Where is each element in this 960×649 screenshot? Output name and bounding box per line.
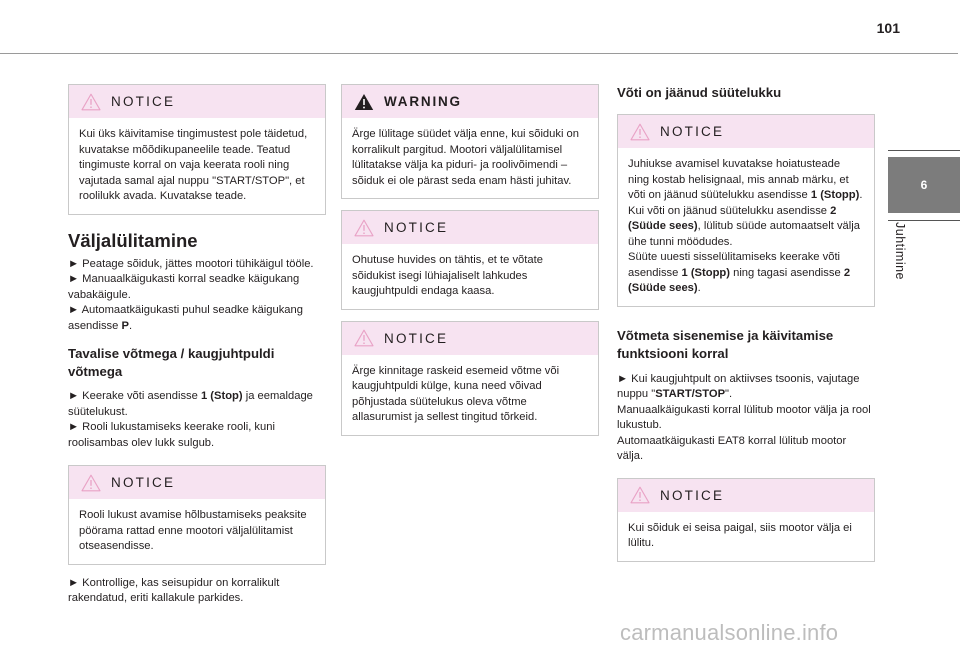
- caution-triangle-icon: [354, 219, 374, 237]
- chapter-label: Juhtimine: [893, 222, 907, 280]
- notice-body: Kui üks käivitamise tingimustest pole täidetud, kuvatakse mõõdikupaneelile teade. Teatud tingimuste korral on vaja keerata rooli ning vajutada samal ajal nuppu "START/STOP", et roolilukk avada. Kuvatakse teade.: [79, 128, 308, 202]
- notice-header: [618, 115, 874, 148]
- notice-box: [341, 210, 599, 310]
- notice-title: NOTICE: [660, 487, 725, 503]
- notice-title: NOTICE: [111, 475, 176, 490]
- notice-title: NOTICE: [111, 94, 176, 109]
- sub-step-1: ► Keerake võti asendisse 1 (Stop) ja eemaldage süütelukust.: [68, 390, 313, 418]
- notice-paragraph: Süüte uuesti sisselülitamiseks keerake võti asendisse 1 (Stopp) ning tagasi asendisse 2 (Süüde sees).: [628, 251, 851, 294]
- section-title: Väljalülitamine: [68, 229, 198, 251]
- caution-triangle-icon: [81, 474, 101, 492]
- side-tab-rule: [888, 150, 960, 151]
- column-2: [341, 84, 599, 436]
- warning-body: Ärge lülitage süüdet välja enne, kui sõiduki on korralikult pargitud. Mootori väljalülitamisel lülitatakse välja ka piduri- ja roolivõimendi – sõiduk ei ole pärast seda enam hästi juhitav.: [352, 128, 580, 187]
- notice-box: [617, 478, 875, 562]
- notice-paragraph: Kui võti on jäänud süütelukku asendisse 2 (Süüde sees), lülitub süüde automaatselt välja ühe tunni möödudes.: [628, 204, 860, 248]
- warning-header: [342, 85, 598, 118]
- column-1: [68, 84, 326, 607]
- final-step: ► Kontrollige, kas seisupidur on korralikult rakendatud, eriti kallakule parkides.: [68, 576, 280, 604]
- notice-title: NOTICE: [660, 124, 725, 139]
- notice-header: [69, 85, 325, 118]
- notice-box: [617, 114, 875, 307]
- header-divider: [0, 53, 958, 54]
- paragraph: Automaatkäigukasti EAT8 korral lülitub mootor välja.: [617, 434, 847, 462]
- notice-box: [68, 465, 326, 565]
- step-1: ► Peatage sõiduk, jättes mootori tühikäigul tööle.: [68, 257, 314, 270]
- step-2: ► Manuaalkäigukasti korral seadke käigukang vabakäigule.: [68, 273, 300, 301]
- page-number: 101: [876, 20, 900, 36]
- step-3: ► Automaatkäigukasti puhul seadke käigukang asendisse P.: [68, 304, 303, 332]
- warning-title: WARNING: [384, 94, 462, 109]
- notice-box: [341, 321, 599, 436]
- notice-header: [342, 322, 598, 355]
- subsection-title: Tavalise võtmega / kaugjuhtpuldi võtmega: [68, 346, 275, 379]
- notice-paragraph: Juhiukse avamisel kuvatakse hoiatusteade ning kostab helisignaal, mis annab märku, et võti on jäänud süütelukku asendisse 1 (Stopp).: [628, 158, 863, 201]
- notice-body: Ohutuse huvides on tähtis, et te võtate sõidukist isegi lühiajaliselt lahkudes kaugjuhtpuldi endaga kaasa.: [352, 254, 543, 297]
- notice-title: NOTICE: [384, 220, 449, 235]
- step-1: ► Kui kaugjuhtpult on aktiivses tsoonis, vajutage nuppu "START/STOP".: [617, 372, 860, 400]
- chapter-tab: 6: [888, 157, 960, 213]
- column-3: [617, 84, 875, 562]
- notice-header: [618, 479, 874, 512]
- notice-body: [618, 148, 874, 306]
- warning-triangle-icon: [354, 93, 374, 111]
- notice-header: [342, 211, 598, 244]
- caution-triangle-icon: [630, 486, 650, 504]
- paragraph: Manuaalkäigukasti korral lülitub mootor välja ja rool lukustub.: [617, 403, 871, 431]
- caution-triangle-icon: [81, 93, 101, 111]
- watermark: carmanualsonline.info: [620, 620, 839, 645]
- notice-title: NOTICE: [384, 330, 449, 346]
- notice-box: [68, 84, 326, 215]
- notice-body: Rooli lukust avamise hõlbustamiseks peaksite pöörama rattad enne mootori väljalülitamist otseasendisse.: [79, 509, 307, 552]
- caution-triangle-icon: [630, 123, 650, 141]
- caution-triangle-icon: [354, 329, 374, 347]
- notice-body: Kui sõiduk ei seisa paigal, siis mootor välja ei lülitu.: [628, 521, 852, 549]
- notice-header: [69, 466, 325, 499]
- sub-step-2: ► Rooli lukustamiseks keerake rooli, kuni roolisambas olev lukk sulgub.: [68, 421, 275, 449]
- section-title: Võti on jäänud süütelukku: [617, 85, 782, 100]
- notice-body: Ärge kinnitage raskeid esemeid võtme või kaugjuhtpuldi külge, kuna need võivad põhjustada süütelukus oleva võtme allasurumist ja sellest tingitud tõrkeid.: [352, 364, 560, 423]
- side-tab-rule: [888, 220, 960, 221]
- warning-box: [341, 84, 599, 199]
- section-title: Võtmeta sisenemise ja käivitamise funktsiooni korral: [617, 327, 834, 361]
